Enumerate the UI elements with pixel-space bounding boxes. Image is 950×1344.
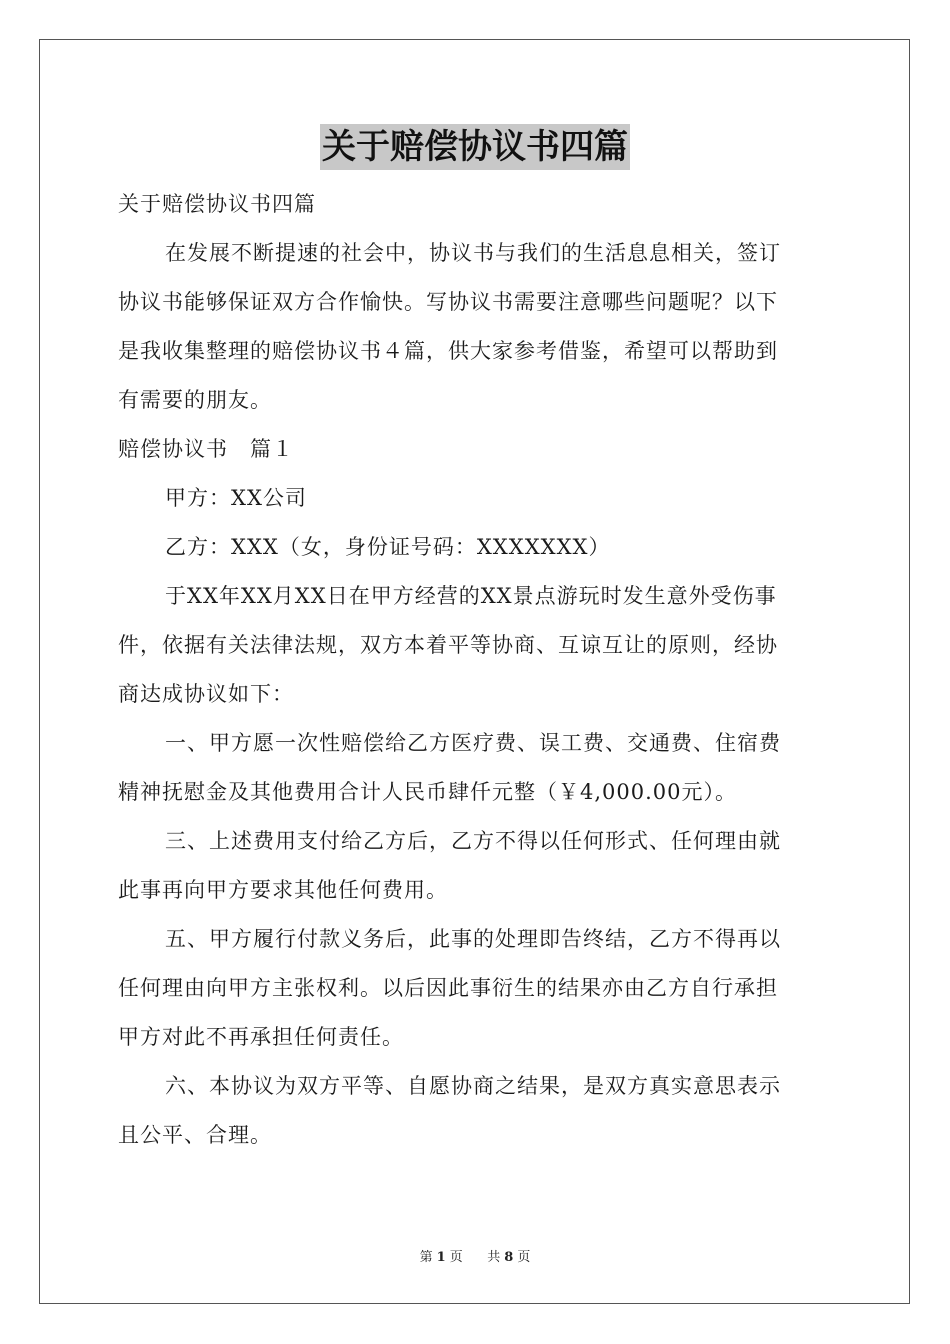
- clause-line: 且公平、合理。: [118, 1123, 272, 1147]
- page-number: 1: [436, 1250, 446, 1265]
- clause-line: 六、本协议为双方平等、自愿协商之结果，是双方真实意思表示: [165, 1074, 781, 1098]
- section-heading: 赔偿协议书 篇１: [118, 437, 294, 461]
- body-line: 商达成协议如下：: [118, 682, 294, 706]
- document-title: 关于赔偿协议书四篇: [320, 124, 630, 170]
- body-line: 是我收集整理的赔偿协议书４篇，供大家参考借鉴，希望可以帮助到: [118, 339, 778, 363]
- total-suffix: 页: [517, 1250, 531, 1265]
- page-footer: [0, 1246, 950, 1265]
- party-b-line: 乙方：XXX（女，身份证号码：XXXXXXX）: [165, 535, 611, 559]
- clause-line: 甲方对此不再承担任何责任。: [118, 1025, 404, 1049]
- party-a-line: 甲方：XX公司: [165, 486, 307, 510]
- total-prefix: 共: [487, 1250, 501, 1265]
- clause-line: 任何理由向甲方主张权利。以后因此事衍生的结果亦由乙方自行承担: [118, 976, 778, 1000]
- body-line: 件，依据有关法律法规，双方本着平等协商、互谅互让的原则，经协: [118, 633, 778, 657]
- clause-line: 三、上述费用支付给乙方后，乙方不得以任何形式、任何理由就: [165, 829, 781, 853]
- clause-line: 一、甲方愿一次性赔偿给乙方医疗费、误工费、交通费、住宿费: [165, 731, 781, 755]
- total-pages-number: 8: [504, 1250, 514, 1265]
- page-indicator: [418, 1250, 465, 1265]
- clause-line: 五、甲方履行付款义务后，此事的处理即告终结，乙方不得再以: [165, 927, 781, 951]
- body-line: 于XX年XX月XX日在甲方经营的XX景点游玩时发生意外受伤事: [165, 584, 777, 608]
- body-line: 关于赔偿协议书四篇: [118, 192, 316, 216]
- document-body: [118, 180, 834, 1160]
- page-prefix: 第: [419, 1250, 433, 1265]
- body-line: 有需要的朋友。: [118, 388, 272, 412]
- clause-line: 精神抚慰金及其他费用合计人民币肆仟元整（￥4,000.00元）。: [118, 780, 738, 804]
- title-container: [0, 124, 950, 170]
- clause-line: 此事再向甲方要求其他任何费用。: [118, 878, 448, 902]
- body-line: 协议书能够保证双方合作愉快。写协议书需要注意哪些问题呢？以下: [118, 290, 778, 314]
- page-suffix: 页: [449, 1250, 463, 1265]
- total-pages-indicator: [485, 1250, 532, 1265]
- body-line: 在发展不断提速的社会中，协议书与我们的生活息息相关，签订: [165, 241, 781, 265]
